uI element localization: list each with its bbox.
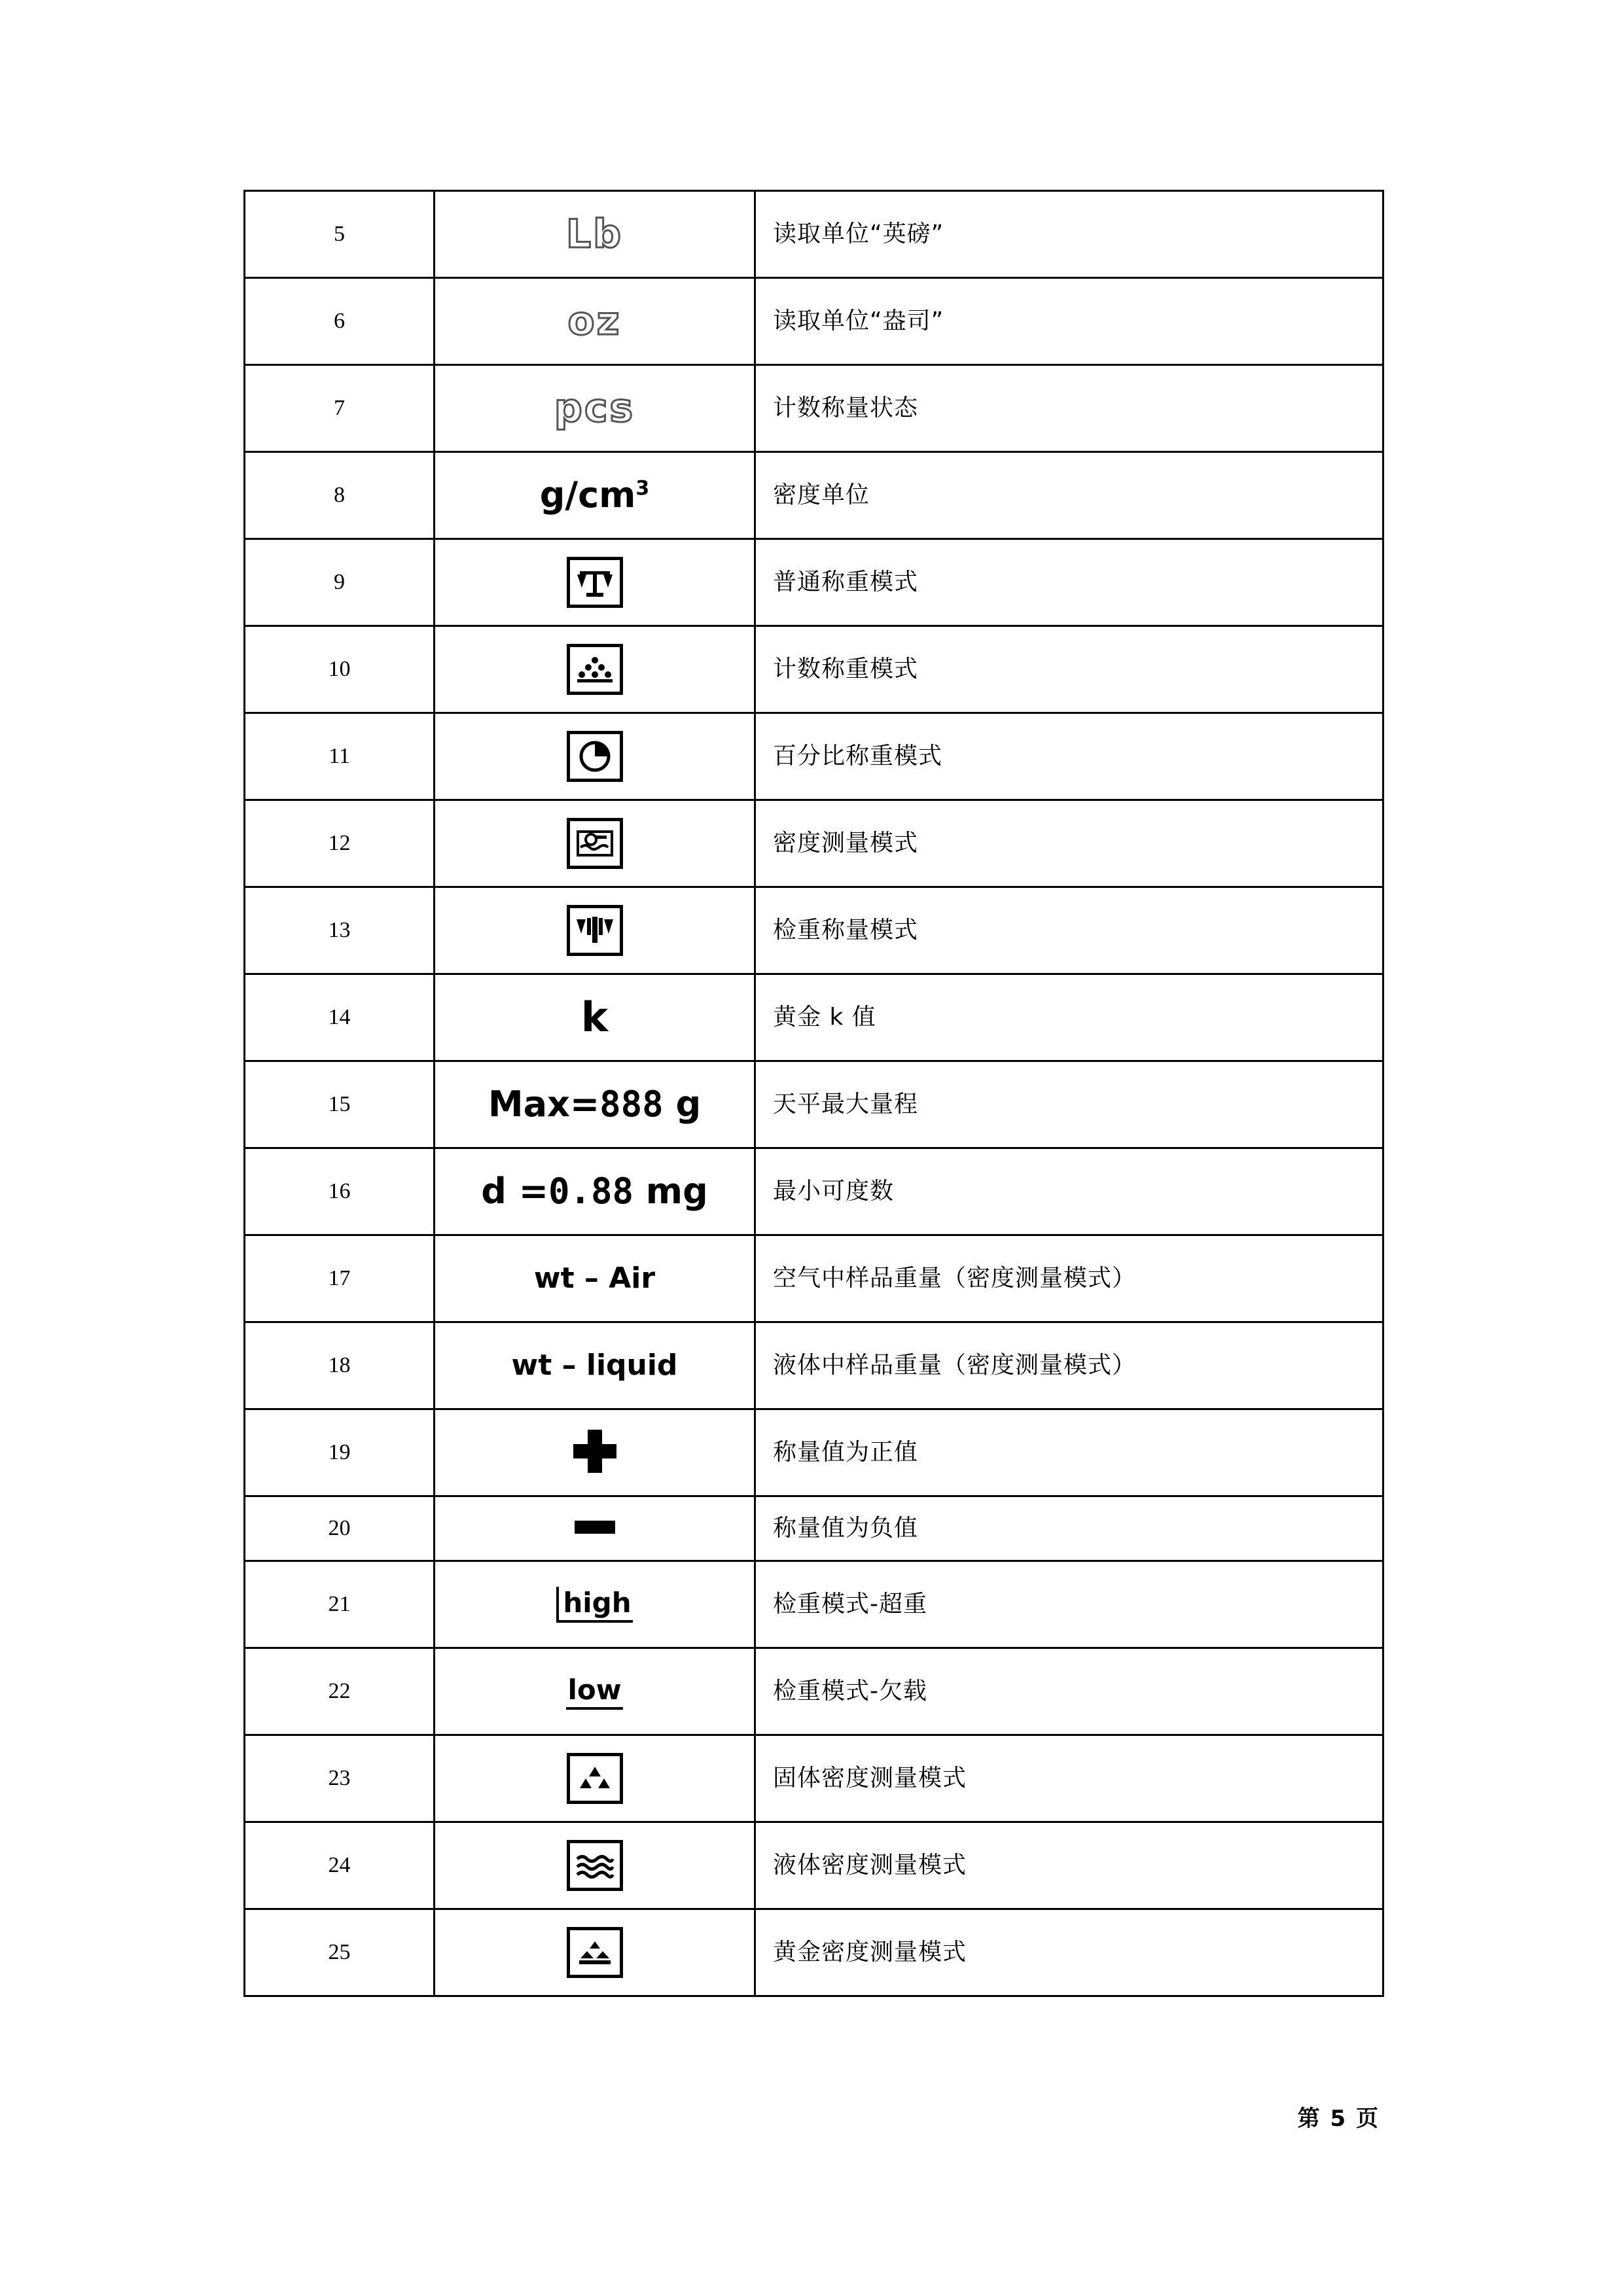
symbol-cell xyxy=(435,365,755,452)
table-row xyxy=(245,1061,1383,1148)
row-description: 读取单位“盎司” xyxy=(755,278,1383,365)
readability-icon: d =0.88 mg xyxy=(481,1171,708,1212)
wt-air-icon: wt – Air xyxy=(533,1262,656,1295)
row-description: 液体中样品重量（密度测量模式） xyxy=(755,1322,1383,1409)
max-capacity-icon: Max=888 g xyxy=(488,1084,702,1125)
row-description: 密度测量模式 xyxy=(755,800,1383,887)
minus-sign-icon xyxy=(575,1521,615,1534)
row-number: 24 xyxy=(245,1822,435,1909)
row-number: 22 xyxy=(245,1648,435,1735)
symbol-cell xyxy=(435,452,755,539)
row-number: 20 xyxy=(245,1496,435,1561)
row-number: 23 xyxy=(245,1735,435,1822)
row-number: 14 xyxy=(245,974,435,1061)
density-icon xyxy=(567,818,623,869)
symbol-table-container xyxy=(243,190,1382,1997)
row-description: 黄金 k 值 xyxy=(755,974,1383,1061)
row-number: 6 xyxy=(245,278,435,365)
table-row xyxy=(245,1148,1383,1235)
gold-density-icon xyxy=(567,1927,623,1978)
table-row xyxy=(245,1909,1383,1996)
row-description: 计数称量状态 xyxy=(755,365,1383,452)
row-description: 黄金密度测量模式 xyxy=(755,1909,1383,1996)
row-description: 百分比称重模式 xyxy=(755,713,1383,800)
row-description: 密度单位 xyxy=(755,452,1383,539)
symbol-legend-table xyxy=(243,190,1384,1997)
density-unit-icon: $g/cm^3$ xyxy=(539,474,650,516)
low-indicator-icon: low xyxy=(566,1674,622,1710)
table-row xyxy=(245,278,1383,365)
row-description: 计数称重模式 xyxy=(755,626,1383,713)
symbol-cell xyxy=(435,1322,755,1409)
symbol-cell xyxy=(435,626,755,713)
row-number: 11 xyxy=(245,713,435,800)
row-number: 17 xyxy=(245,1235,435,1322)
row-description: 液体密度测量模式 xyxy=(755,1822,1383,1909)
symbol-cell xyxy=(435,191,755,278)
symbol-cell xyxy=(435,1909,755,1996)
row-number: 15 xyxy=(245,1061,435,1148)
row-number: 21 xyxy=(245,1561,435,1648)
checkweigh-icon xyxy=(567,905,623,956)
symbol-cell xyxy=(435,887,755,974)
percent-pie-icon xyxy=(567,731,623,782)
row-number: 16 xyxy=(245,1148,435,1235)
symbol-cell xyxy=(435,1496,755,1561)
symbol-cell xyxy=(435,1061,755,1148)
row-number: 8 xyxy=(245,452,435,539)
row-description: 读取单位“英磅” xyxy=(755,191,1383,278)
row-description: 检重称量模式 xyxy=(755,887,1383,974)
symbol-cell xyxy=(435,974,755,1061)
counting-icon xyxy=(567,644,623,695)
symbol-cell xyxy=(435,1235,755,1322)
solid-density-icon xyxy=(567,1753,623,1804)
wt-liquid-icon: wt – liquid xyxy=(511,1349,678,1382)
row-description: 最小可度数 xyxy=(755,1148,1383,1235)
row-number: 25 xyxy=(245,1909,435,1996)
row-description: 检重模式-欠载 xyxy=(755,1648,1383,1735)
row-description: 称量值为正值 xyxy=(755,1409,1383,1496)
lb-outline-icon: Lb xyxy=(565,211,624,257)
row-description: 普通称重模式 xyxy=(755,539,1383,626)
table-row xyxy=(245,1322,1383,1409)
liquid-density-icon xyxy=(567,1840,623,1891)
balance-icon xyxy=(567,557,623,608)
table-row xyxy=(245,1409,1383,1496)
table-row xyxy=(245,713,1383,800)
table-row xyxy=(245,1235,1383,1322)
table-row xyxy=(245,452,1383,539)
table-row xyxy=(245,191,1383,278)
table-row xyxy=(245,1561,1383,1648)
row-number: 7 xyxy=(245,365,435,452)
row-number: 18 xyxy=(245,1322,435,1409)
symbol-cell xyxy=(435,1822,755,1909)
row-description: 天平最大量程 xyxy=(755,1061,1383,1148)
row-description: 检重模式-超重 xyxy=(755,1561,1383,1648)
gold-k-icon: k xyxy=(580,993,609,1041)
symbol-cell xyxy=(435,800,755,887)
row-number: 5 xyxy=(245,191,435,278)
high-indicator-icon: high xyxy=(556,1587,632,1623)
table-row xyxy=(245,539,1383,626)
plus-sign-icon xyxy=(573,1430,616,1473)
oz-outline-icon: oz xyxy=(567,298,622,344)
symbol-cell xyxy=(435,1648,755,1735)
table-row xyxy=(245,974,1383,1061)
table-row xyxy=(245,365,1383,452)
symbol-cell xyxy=(435,1735,755,1822)
symbol-cell xyxy=(435,1561,755,1648)
row-description: 固体密度测量模式 xyxy=(755,1735,1383,1822)
row-number: 12 xyxy=(245,800,435,887)
symbol-cell xyxy=(435,278,755,365)
pcs-outline-icon: pcs xyxy=(554,385,635,431)
table-row xyxy=(245,1648,1383,1735)
row-number: 13 xyxy=(245,887,435,974)
row-description: 称量值为负值 xyxy=(755,1496,1383,1561)
page-footer: 第 5 页 xyxy=(1297,2106,1380,2132)
row-number: 10 xyxy=(245,626,435,713)
symbol-cell xyxy=(435,1148,755,1235)
table-row xyxy=(245,800,1383,887)
table-row xyxy=(245,626,1383,713)
symbol-cell xyxy=(435,713,755,800)
row-number: 9 xyxy=(245,539,435,626)
table-row xyxy=(245,1496,1383,1561)
row-description: 空气中样品重量（密度测量模式） xyxy=(755,1235,1383,1322)
symbol-cell xyxy=(435,1409,755,1496)
table-row xyxy=(245,1735,1383,1822)
row-number: 19 xyxy=(245,1409,435,1496)
table-row xyxy=(245,887,1383,974)
symbol-cell xyxy=(435,539,755,626)
table-row xyxy=(245,1822,1383,1909)
